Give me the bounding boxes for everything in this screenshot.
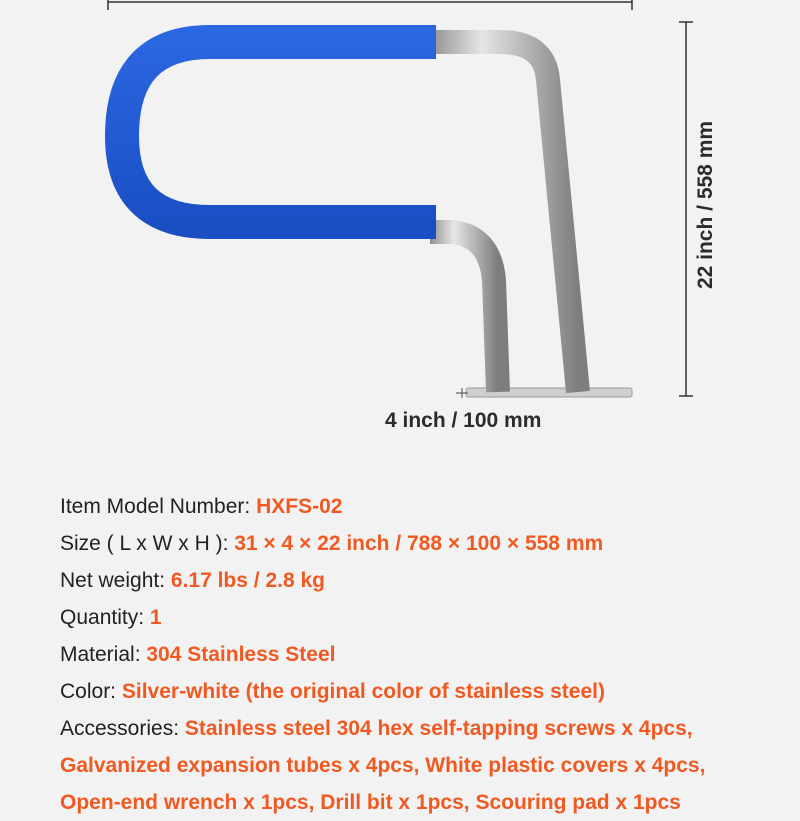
spec-row-accessories-cont <box>60 747 800 784</box>
spec-row-accessories-cont <box>60 784 800 821</box>
spec-key: Accessories: <box>60 717 185 740</box>
spec-list <box>60 488 800 821</box>
spec-key: Size ( L x W x H ): <box>60 532 235 555</box>
blue-foam-grip <box>122 42 436 222</box>
spec-value: Stainless steel 304 hex self-tapping screws x 4pcs, <box>184 717 693 740</box>
spec-value: Silver-white (the original color of stainless steel) <box>121 680 605 703</box>
spec-key: Quantity: <box>60 606 150 629</box>
spec-row-quantity <box>60 599 800 636</box>
spec-value: 31 × 4 × 22 inch / 788 × 100 × 558 mm <box>234 532 604 555</box>
width-dimension-label: 4 inch / 100 mm <box>385 409 542 432</box>
front-steel-leg <box>430 232 498 392</box>
spec-row-material <box>60 636 800 673</box>
spec-key: Color: <box>60 680 122 703</box>
spec-value: 1 <box>149 606 162 629</box>
spec-row-weight <box>60 562 800 599</box>
spec-value: Galvanized expansion tubes x 4pcs, White plastic covers x 4pcs, <box>60 754 706 777</box>
top-dimension-line <box>108 0 632 10</box>
spec-row-color <box>60 673 800 710</box>
height-dimension-label: 22 inch / 558 mm <box>694 120 717 290</box>
spec-value: 304 Stainless Steel <box>146 643 336 666</box>
spec-key: Material: <box>60 643 147 666</box>
spec-row-accessories <box>60 710 800 747</box>
spec-value: Open-end wrench x 1pcs, Drill bit x 1pcs, Scouring pad x 1pcs <box>60 791 681 814</box>
spec-key: Item Model Number: <box>60 495 257 518</box>
spec-value: 6.17 lbs / 2.8 kg <box>170 569 325 592</box>
spec-value: HXFS-02 <box>256 495 343 518</box>
height-dimension-line <box>679 22 693 396</box>
spec-row-model <box>60 488 800 525</box>
spec-row-size <box>60 525 800 562</box>
base-plate <box>456 388 632 398</box>
spec-key: Net weight: <box>60 569 171 592</box>
